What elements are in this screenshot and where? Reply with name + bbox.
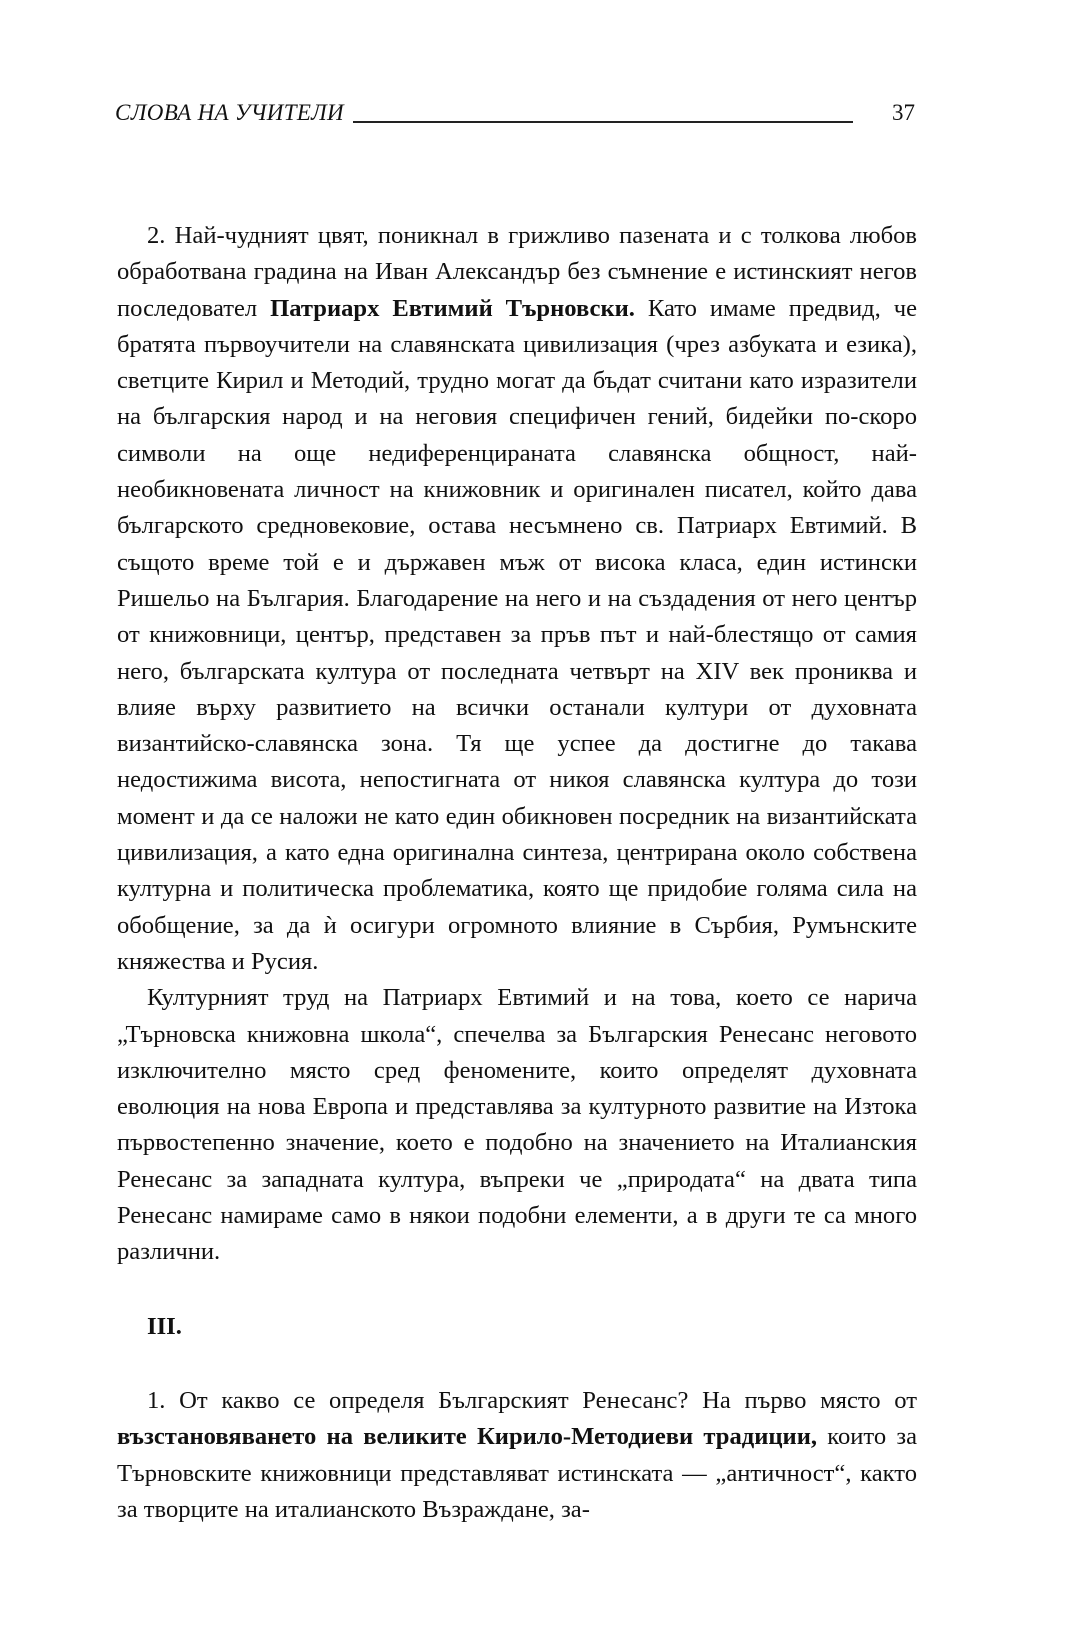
spacer bbox=[117, 1271, 917, 1309]
header-rule bbox=[353, 121, 853, 123]
paragraph-text: 2. Най-чудният цвят, поникнал в грижливо пазената и с толкова любов обработвана градина на Иван Александър без съмнение е истинският негов последовател bbox=[117, 222, 917, 322]
paragraph-text: които за Търновските книжовници представляват истинската — „античност“, както за творците на италианското Възраждане, за- bbox=[117, 1423, 917, 1523]
paragraph-patriarch-evtimiy bbox=[117, 218, 917, 980]
body-text bbox=[117, 218, 917, 1528]
bold-phrase: Патриарх Евтимий Търновски. bbox=[270, 294, 635, 322]
page-number: 37 bbox=[892, 100, 915, 125]
bold-phrase: възстановяването на великите Кирило-Методиеви традиции, bbox=[117, 1423, 818, 1451]
section-heading: III. bbox=[147, 1312, 182, 1340]
paragraph-text: Като имаме предвид, че братята първоучители на славянската цивилизация (чрез азбуката и езика), светците Кирил и Методий, трудно могат да бъдат считани като изразители на българския народ и на неговия специфичен гений, бидейки по-скоро символи на още недиференцираната славянска общност, най-необикновената личност на книжовник и оригинален писател, който дава българското средновековие, остава несъмнено св. Патриарх Евтимий. В същото време той е и държавен мъж от висока класа, един истински Ришельо на България. Благодарение на него и на създадения от него център от книжовници, център, представен за пръв път и най-блестящо от самия него, българската култура от последната четвърт на XIV век прониква и влияе върху развитието на всички останали култури от духовната византийско-славянска зона. Тя ще успее да достигне до такава недостижима висота, непостигната от никоя славянска култура до този момент и да се наложи не като един обикновен посредник на византийската цивилизация, а като една оригинална синтеза, центрирана около собствена културна и политическа проблематика, която ще придобие голяма сила на обобщение, за да ѝ осигури огромното влияние в Сърбия, Румънските княжества и Русия. bbox=[117, 294, 917, 975]
paragraph-text: Културният труд на Патриарх Евтимий и на това, което се нарича „Търновска книжовна школа“, спечелва за Българския Ренесанс неговото изключително място сред феномените, които определят духовната еволюция на нова Европа и представлява за културното развитие на Изтока първостепенно значение, което е подобно на значението на Италианския Ренесанс за западната култура, въпреки че „природата“ на двата типа Ренесанс намираме само в някои подобни елементи, а в други те са много различни. bbox=[117, 984, 917, 1266]
running-title: СЛОВА НА УЧИТЕЛИ bbox=[115, 100, 344, 125]
spacer bbox=[117, 1345, 917, 1383]
paragraph-bulgarian-renaissance bbox=[117, 1383, 917, 1528]
paragraph-text: 1. От какво се определя Българският Ренесанс? На първо място от bbox=[147, 1386, 917, 1414]
page-header bbox=[115, 98, 915, 134]
paragraph-tarnovo-school bbox=[117, 980, 917, 1270]
